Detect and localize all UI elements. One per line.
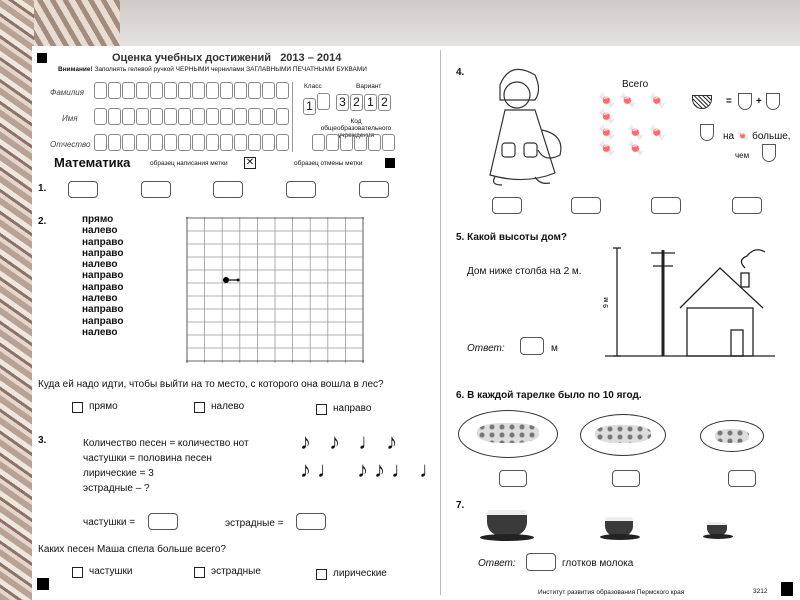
q7-answer-label: Ответ: xyxy=(478,558,516,569)
q2-option-checkbox[interactable] xyxy=(316,404,327,415)
q3-option-checkbox[interactable] xyxy=(194,567,205,578)
letter-cell[interactable] xyxy=(164,134,177,151)
letter-cell[interactable] xyxy=(206,82,219,99)
attention-line: Внимание! Заполнять гелевой ручкой ЧЕРНЫМИ чернилами ЗАГЛАВНЫМИ ПЕЧАТНЫМИ БУКВАМИ xyxy=(58,66,367,73)
saucer xyxy=(480,534,534,541)
letter-cell[interactable] xyxy=(220,134,233,151)
surname-label: Фамилия xyxy=(50,88,84,97)
letter-cell[interactable] xyxy=(150,82,163,99)
q4-comparison: на 🍬 больше, xyxy=(723,131,791,142)
q5-heading: 5. Какой высоты дом? xyxy=(456,232,567,243)
q3-conditions xyxy=(83,436,249,496)
direction-item: налево xyxy=(82,259,118,271)
q3-answer1-label: частушки = xyxy=(83,517,136,528)
q3-option-label: лирические xyxy=(333,568,387,579)
pocket-icon xyxy=(700,124,714,141)
q3-chastushki-answer[interactable] xyxy=(148,513,178,530)
variant-digit: 1 xyxy=(364,94,377,111)
q3-line: эстрадные – ? xyxy=(83,483,150,494)
girl-with-basket-illustration xyxy=(480,55,570,190)
letter-cell[interactable] xyxy=(108,134,121,151)
cancel-sample-icon xyxy=(385,158,395,168)
class-field[interactable] xyxy=(303,93,331,115)
letter-cell[interactable] xyxy=(248,82,261,99)
q4-total-label: Всего xyxy=(622,79,649,90)
letter-cell[interactable] xyxy=(136,108,149,125)
slide-ornament-border xyxy=(0,0,34,600)
letter-cell[interactable] xyxy=(164,82,177,99)
q2-option-label: прямо xyxy=(89,401,118,412)
letter-cell[interactable] xyxy=(94,134,107,151)
q6-answer-box[interactable] xyxy=(728,470,756,487)
cancel-sample-label: образец отмены метки xyxy=(294,160,363,167)
letter-cell[interactable] xyxy=(234,82,247,99)
big-cup-icon xyxy=(487,510,527,536)
letter-cell[interactable] xyxy=(94,108,107,125)
page-title: Оценка учебных достижений 2013 – 2014 xyxy=(112,52,342,64)
letter-cell[interactable] xyxy=(276,134,289,151)
candies-icon: 🍬🍬 🍬🍬 🍬 🍬🍬 🍬 🍬 xyxy=(598,92,671,156)
plate-with-berries xyxy=(700,420,764,452)
q2-option-label: налево xyxy=(211,401,245,412)
direction-item: направо xyxy=(82,315,124,327)
footer-variant: 3212 xyxy=(753,588,768,595)
q1-answer-box[interactable] xyxy=(359,181,389,198)
letter-cell[interactable] xyxy=(178,108,191,125)
q1-number: 1. xyxy=(38,183,47,194)
q5-answer-box[interactable] xyxy=(520,337,544,355)
letter-cell[interactable] xyxy=(136,82,149,99)
variant-digit: 2 xyxy=(378,94,391,111)
q3-estradnye-answer[interactable] xyxy=(296,513,326,530)
q4-answer-box[interactable] xyxy=(651,197,681,214)
pole-height-label: 9 м xyxy=(603,297,610,308)
variant-field xyxy=(336,93,392,111)
letter-cell[interactable] xyxy=(262,82,275,99)
direction-item: направо xyxy=(82,304,124,316)
name-field[interactable] xyxy=(94,108,290,130)
direction-item: направо xyxy=(82,281,124,293)
marker-square xyxy=(781,582,793,596)
q6-heading: 6. В каждой тарелке было по 10 ягод. xyxy=(456,390,642,401)
q2-option-checkbox[interactable] xyxy=(194,402,205,413)
q7-answer-box[interactable] xyxy=(526,553,556,571)
q3-line: лирические = 3 xyxy=(83,468,154,479)
patronymic-field[interactable] xyxy=(94,134,290,156)
letter-cell[interactable] xyxy=(150,108,163,125)
patronymic-label: Отчество xyxy=(50,140,91,149)
plate-with-berries xyxy=(580,414,666,456)
mark-sample-icon: ✕ xyxy=(245,157,255,168)
marker-square xyxy=(37,578,49,590)
letter-cell[interactable] xyxy=(248,134,261,151)
q2-number: 2. xyxy=(38,216,47,227)
school-code-field[interactable] xyxy=(312,134,396,156)
q4-answer-box[interactable] xyxy=(732,197,762,214)
q2-question: Куда ей надо идти, чтобы выйти на то место, с которого она вошла в лес? xyxy=(38,379,384,390)
q1-answer-box[interactable] xyxy=(213,181,243,198)
subject-title: Математика xyxy=(54,155,131,170)
letter-cell[interactable] xyxy=(136,134,149,151)
q4-than-label: чем xyxy=(735,151,750,160)
q2-option-checkbox[interactable] xyxy=(72,402,83,413)
variant-digit: 2 xyxy=(350,94,363,111)
direction-item: направо xyxy=(82,247,124,259)
pocket-icon xyxy=(738,93,752,110)
slide-top-border xyxy=(0,0,800,46)
direction-item: направо xyxy=(82,236,124,248)
q5-unit: м xyxy=(551,343,558,354)
plus-sign: + xyxy=(756,96,762,107)
q5-answer-label: Ответ: xyxy=(467,343,505,354)
letter-cell[interactable] xyxy=(276,82,289,99)
q1-answer-box[interactable] xyxy=(286,181,316,198)
letter-cell[interactable] xyxy=(164,108,177,125)
name-label: Имя xyxy=(62,114,78,123)
q2-option-label: направо xyxy=(333,403,372,414)
maze-grid xyxy=(186,217,364,363)
form-divider xyxy=(292,82,293,152)
class-digit: 1 xyxy=(303,98,316,115)
q7-unit: глотков молока xyxy=(562,558,634,569)
direction-item: налево xyxy=(82,225,118,237)
letter-cell[interactable] xyxy=(192,134,205,151)
mark-sample-label: образец написания метки xyxy=(150,160,228,167)
direction-item: налево xyxy=(82,326,118,338)
letter-cell[interactable] xyxy=(178,134,191,151)
q4-number: 4. xyxy=(456,67,465,78)
letter-cell[interactable] xyxy=(248,108,261,125)
variant-label: Вариант xyxy=(356,83,382,90)
letter-cell[interactable] xyxy=(206,134,219,151)
music-notes-icon: ♪ ♪ ♩♪ ♪♩ ♪♪♩♩ xyxy=(300,429,448,482)
letter-cell[interactable] xyxy=(206,108,219,125)
q3-line: частушки = половина песен xyxy=(83,453,212,464)
letter-cell[interactable] xyxy=(122,82,135,99)
q3-option-checkbox[interactable] xyxy=(316,569,327,580)
class-label: Класс xyxy=(304,83,322,90)
school-code-label: Код общеобразовательного учреждения xyxy=(320,118,392,139)
q6-answer-box[interactable] xyxy=(612,470,640,487)
q3-option-label: эстрадные xyxy=(211,566,261,577)
pole-and-house-illustration xyxy=(605,238,775,360)
pocket-icon xyxy=(762,144,776,162)
variant-digit: 3 xyxy=(336,94,349,111)
letter-cell[interactable] xyxy=(108,108,121,125)
letter-cell[interactable] xyxy=(234,134,247,151)
letter-cell[interactable] xyxy=(262,134,275,151)
letter-cell[interactable] xyxy=(192,108,205,125)
letter-cell[interactable] xyxy=(234,108,247,125)
direction-item: налево xyxy=(82,293,118,305)
q3-answer2-label: эстрадные = xyxy=(225,518,284,529)
letter-cell[interactable] xyxy=(276,108,289,125)
letter-cell[interactable] xyxy=(192,82,205,99)
q3-question: Каких песен Маша спела больше всего? xyxy=(38,544,226,555)
q4-answer-box[interactable] xyxy=(492,197,522,214)
letter-cell[interactable] xyxy=(108,82,121,99)
letter-cell[interactable] xyxy=(220,108,233,125)
letter-cell[interactable] xyxy=(220,82,233,99)
direction-item: прямо xyxy=(82,214,114,225)
surname-field[interactable] xyxy=(94,82,290,104)
q6-answer-box[interactable] xyxy=(499,470,527,487)
q3-line: Количество песен = количество нот xyxy=(83,438,249,449)
plate-with-berries xyxy=(458,410,558,458)
letter-cell[interactable] xyxy=(262,108,275,125)
letter-cell[interactable] xyxy=(122,108,135,125)
directions-list xyxy=(82,214,123,338)
marker-square xyxy=(37,53,47,63)
q3-number: 3. xyxy=(38,435,47,446)
q7-number: 7. xyxy=(456,500,465,511)
q3-option-checkbox[interactable] xyxy=(72,567,83,578)
letter-cell[interactable] xyxy=(122,134,135,151)
q5-condition: Дом ниже столба на 2 м. xyxy=(467,266,582,277)
q1-answer-box[interactable] xyxy=(141,181,171,198)
q1-answer-box[interactable] xyxy=(68,181,98,198)
letter-cell[interactable] xyxy=(178,82,191,99)
q3-option-label: частушки xyxy=(89,566,133,577)
saucer xyxy=(600,534,640,540)
page-divider xyxy=(440,50,441,595)
saucer xyxy=(703,534,733,539)
direction-item: направо xyxy=(82,270,124,282)
q4-answer-box[interactable] xyxy=(571,197,601,214)
equals-sign: = xyxy=(726,96,732,107)
letter-cell[interactable] xyxy=(94,82,107,99)
footer-institute: Институт развития образования Пермского края xyxy=(538,589,685,596)
letter-cell[interactable] xyxy=(150,134,163,151)
pocket-icon xyxy=(766,93,780,110)
